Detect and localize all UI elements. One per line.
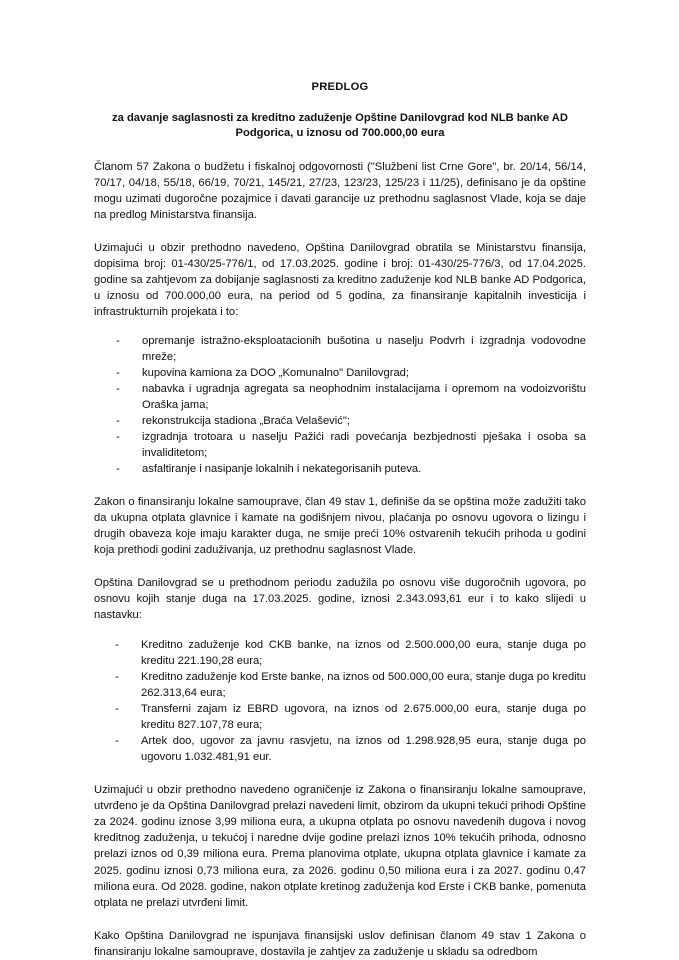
list-item-label: nabavka i ugradnja agregata sa neophodnim instalacijama i opremom na vodoizvorištu Oraška jama; xyxy=(142,383,586,412)
paragraph-legal-basis: Članom 57 Zakona o budžetu i fiskalnoj odgovornosti ("Službeni list Crne Gore", br. 20/14, 56/14, 70/17, 04/18, 55/18, 66/19, 70/21, 145/21, 27/23, 123/23, 125/23 i 11/25), definisano je da opštine mogu uzimati dugoročne pozajmice i davati garancije uz prethodnu saglasnost Vlade, koja se daje na predlog Ministarstva finansija. xyxy=(94,160,586,221)
list-item xyxy=(94,381,586,413)
list-item-label: opremanje istražno-eksploatacionih bušotina u naselju Podvrh i izgradnja vodovodne mreže; xyxy=(142,335,586,364)
list-item xyxy=(94,637,586,669)
paragraph-request-details: Uzimajući u obzir prethodno navedeno, Opština Danilovgrad obratila se Ministarstvu finansija, dopisima broj: 01-430/25-776/1, od 17.03.2025. godine i broj: 01-430/25-776/3, od 17.04.2025. godine sa zahtjevom za dobijanje saglasnosti za kreditno zaduženje kod NLB banke AD Podgorica, u iznosu od 700.000,00 eura, na period od 5 godina, za finansiranje kapitalnih investicija i infrastrukturnih projekata i to: xyxy=(94,241,586,319)
bullet-dash-icon: - xyxy=(115,703,119,716)
bullet-dash-icon: - xyxy=(115,639,119,652)
bullet-dash-icon: - xyxy=(116,415,120,428)
list-item-label: rekonstrukcija stadiona „Braća Velašević"; xyxy=(142,415,350,428)
list-item-label: kupovina kamiona za DOO „Komunalno" Danilovgrad; xyxy=(142,367,410,380)
list-item xyxy=(94,669,586,701)
list-item-label: Kreditno zaduženje kod CKB banke, na iznos od 2.500.000,00 eura, stanje duga po kreditu 221.190,28 eura; xyxy=(141,639,586,668)
list-item xyxy=(94,461,586,477)
list-item xyxy=(94,413,586,429)
bullet-dash-icon: - xyxy=(116,383,120,396)
list-item xyxy=(94,701,586,733)
paragraph-borrowing-limit: Zakon o finansiranju lokalne samouprave, član 49 stav 1, definiše da se opština može zadužiti tako da ukupna otplata glavnice i kamate na godišnjem nivou, plaćanja po osnovu ugovora o lizingu i drugih obaveza koje imaju karakter duga, ne smije preći 10% ostvarenih tekućih prihoda u godini koja prethodi godini zaduživanja, uz prethodnu saglasnost Vlade. xyxy=(94,496,586,557)
bullet-dash-icon: - xyxy=(115,671,119,684)
bullet-dash-icon: - xyxy=(116,463,120,476)
list-item-label: Artek doo, ugovor za javnu rasvjetu, na iznos od 1.298.928,95 eura, stanje duga po ugovoru 1.032.481,91 eur. xyxy=(141,735,586,764)
list-item-label: Transferni zajam iz EBRD ugovora, na iznos od 2.675.000,00 eura, stanje duga po kreditu 827.107,78 eura; xyxy=(141,703,586,732)
paragraph-limit-analysis: Uzimajući u obzir prethodno navedeno ograničenje iz Zakona o finansiranju lokalne samouprave, utvrđeno je da Opština Danilovgrad prelazi navedeni limit, obzirom da ukupni tekući prihodi Opštine za 2024. godinu iznose 3,99 miliona eura, a ukupna otplata po osnovu navedenih dugova i novog kreditnog zaduženja, u tekućoj i naredne dvije godine prelazi iznos 10% tekućih prihoda, odnosno prelazi iznos od 0,39 miliona eura. Prema planovima otplate, ukupna otplata glavnice i kamate za 2025. godinu iznosi 0,73 miliona eura, za 2026. godinu 0,50 miliona eura i za 2027. godinu 0,47 miliona eura. Od 2028. godine, nakon otplate kretinog zaduženja kod Erste i CKB banke, pomenuta otplata ne prelazi utvrđeni limit. xyxy=(94,784,586,909)
list-debts xyxy=(94,623,586,765)
bullet-dash-icon: - xyxy=(116,335,120,348)
bullet-dash-icon: - xyxy=(115,735,119,748)
list-projects xyxy=(94,320,586,477)
list-item xyxy=(94,429,586,461)
list-item xyxy=(94,365,586,381)
paragraph-existing-debt: Opština Danilovgrad se u prethodnom periodu zadužila po osnovu više dugoročnih ugovora, po osnovu kojih stanje duga na 17.03.2025. godine, iznosi 2.343.093,61 eur i to kako slijedi u nastavku: xyxy=(94,577,586,622)
bullet-dash-icon: - xyxy=(116,367,120,380)
bullet-dash-icon: - xyxy=(116,431,120,444)
document-subtitle: za davanje saglasnosti za kreditno zaduženje Opštine Danilovgrad kod NLB banke AD Podgorica, u iznosu od 700.000,00 eura xyxy=(112,112,568,140)
list-item-label: asfaltiranje i nasipanje lokalnih i nekategorisanih puteva. xyxy=(142,463,422,476)
list-item-label: izgradnja trotoara u naselju Pažići radi povećanja bezbjednosti pješaka i osoba sa invaliditetom; xyxy=(142,431,586,460)
page-title: PREDLOG xyxy=(311,81,369,93)
paragraph-conclusion: Kako Opština Danilovgrad ne ispunjava finansijski uslov definisan članom 49 stav 1 Zakona o finansiranju lokalne samouprave, dostavila je zahtjev za zaduženje u skladu sa odredbom xyxy=(94,929,586,958)
list-item xyxy=(94,733,586,765)
document-content xyxy=(94,0,586,960)
list-item xyxy=(94,333,586,365)
list-item-label: Kreditno zaduženje kod Erste banke, na iznos od 500.000,00 eura, stanje duga po kreditu 262.313,64 eura; xyxy=(141,671,586,700)
